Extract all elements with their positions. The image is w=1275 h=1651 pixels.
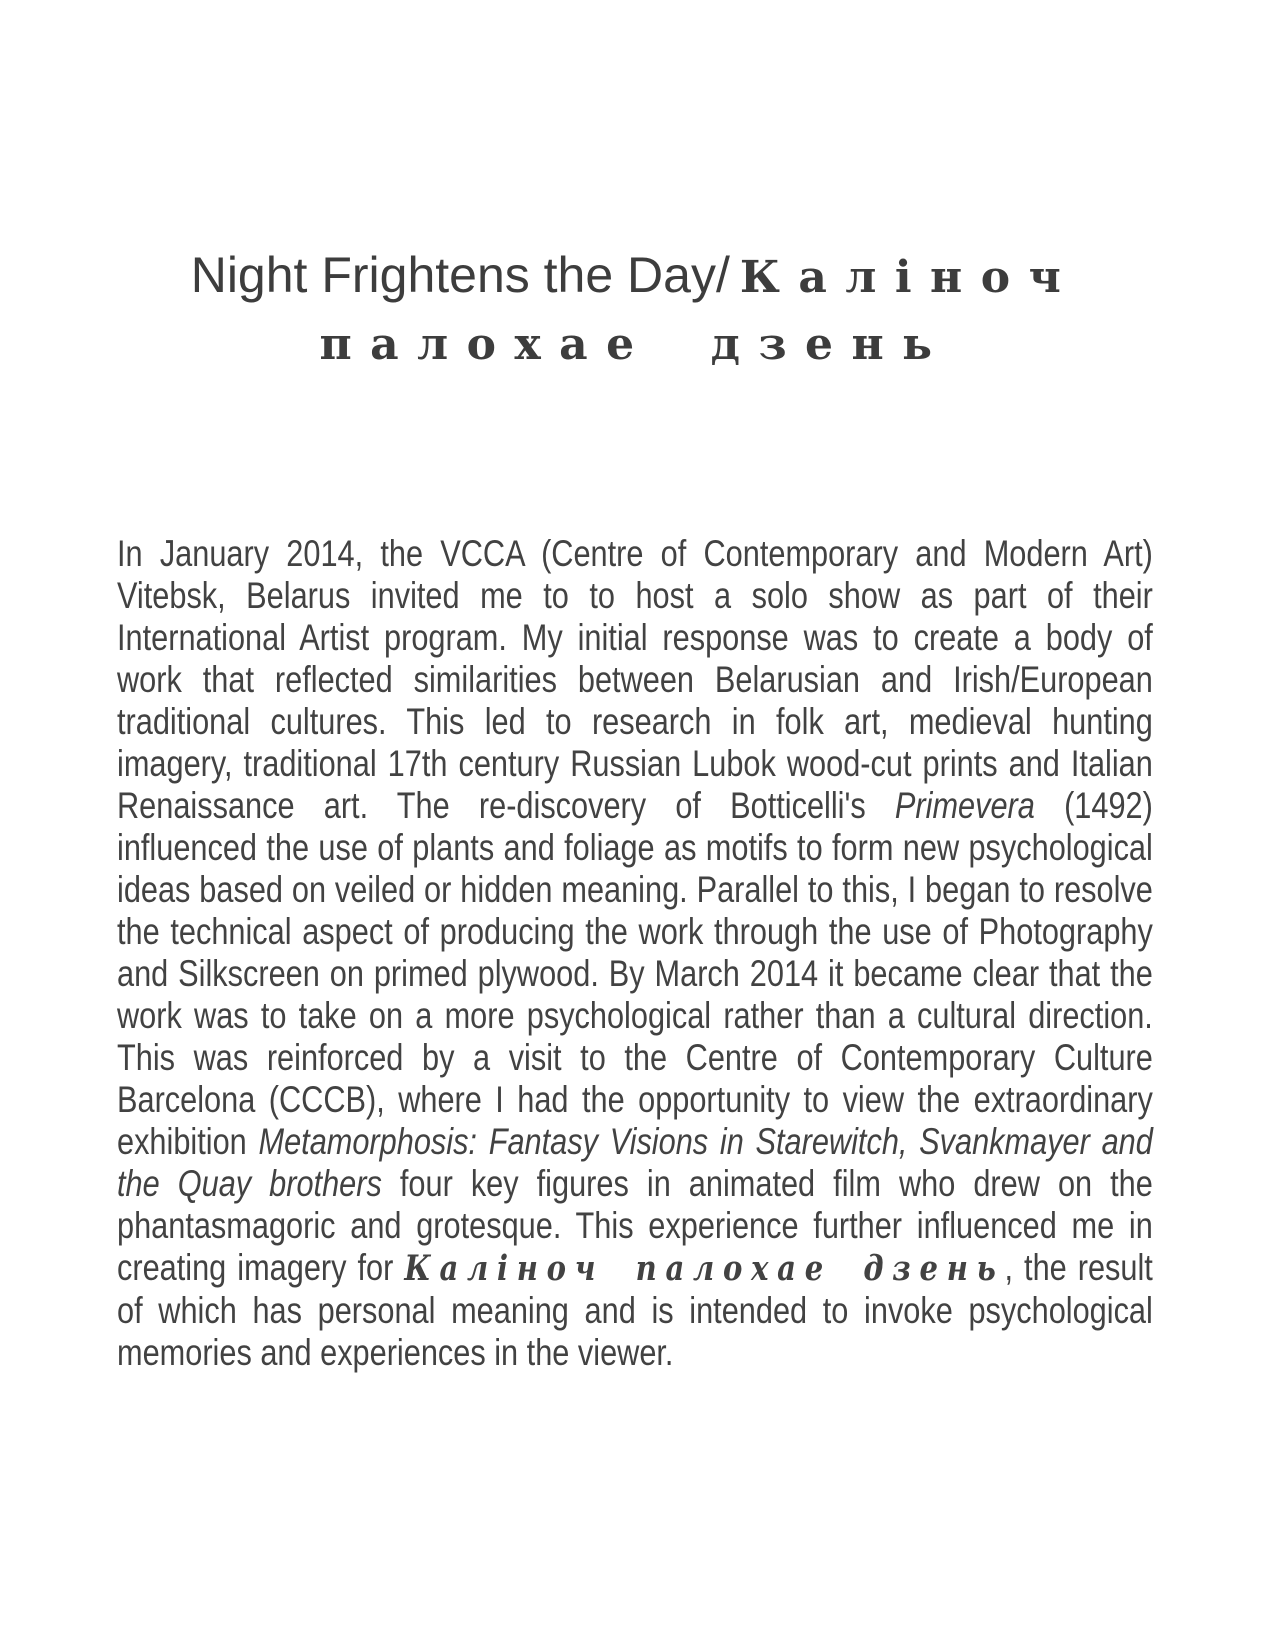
- article-paragraph: [117, 533, 1153, 1374]
- page-title-line2: [117, 313, 1153, 380]
- page-title-belarusian-line1: Каліноч: [739, 252, 1080, 304]
- page-title-english: Night Frightens the Day/: [190, 247, 730, 304]
- article-body: [117, 496, 1153, 1411]
- page-title-line1: [117, 243, 1153, 313]
- article-segment-italic: Primevera: [894, 785, 1035, 826]
- article-segment-normal: four key figures in animated film who drew on the phantasmagoric and grotesque. This experience further influenced me in creating imagery for: [117, 1163, 1153, 1288]
- page-title-belarusian-line2: палохае дзень: [319, 319, 951, 371]
- article-segment-normal: In January 2014, the VCCA (Centre of Contemporary and Modern Art) Vitebsk, Belarus invited me to to host a solo show as part of their International Artist program. My initial response was to create a body of work that reflected similarities between Belarusian and Irish/European traditional cultures. This led to research in folk art, medieval hunting imagery, traditional 17th century Russian Lubok wood-cut prints and Italian Renaissance art. The re-discovery of Botticelli's: [117, 533, 1153, 826]
- article-segment-normal: , the result of which has personal meaning and is intended to invoke psychological memories and experiences in the viewer.: [117, 1247, 1153, 1373]
- article-segment-belarusian: Каліноч палохае дзень: [404, 1248, 1005, 1289]
- article-segment-italic: Metamorphosis: Fantasy Visions in Starewitch, Svankmayer and the Quay brothers: [117, 1121, 1153, 1204]
- article-segment-normal: (1492) influenced the use of plants and foliage as motifs to form new psychological ideas based on veiled or hidden meaning. Parallel to this, I began to resolve the technical aspect of producing the work through the use of Photography and Silkscreen on primed plywood. By March 2014 it became clear that the work was to take on a more psychological rather than a cultural direction. This was reinforced by a visit to the Centre of Contemporary Culture Barcelona (CCCB), where I had the opportunity to view the extraordinary exhibition: [117, 785, 1153, 1162]
- page-title: [117, 243, 1153, 380]
